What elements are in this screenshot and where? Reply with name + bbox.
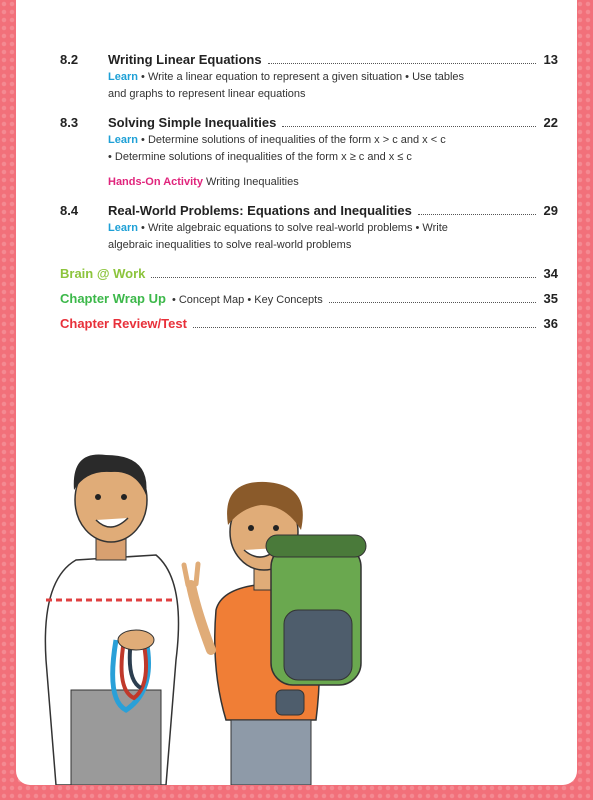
hands-on-label: Hands-On Activity bbox=[108, 176, 203, 188]
description-line: • Determine solutions of inequalities of the form x > c and x < c bbox=[141, 134, 446, 146]
section-title: Real-World Problems: Equations and Inequalities bbox=[108, 203, 412, 218]
activity-text: Writing Inequalities bbox=[206, 176, 299, 188]
chapter-item-title: Chapter Review/Test bbox=[60, 316, 187, 331]
section-number: 8.3 bbox=[60, 115, 79, 130]
students-illustration bbox=[16, 0, 577, 785]
description-line: • Write algebraic equations to solve real-world problems • Write bbox=[141, 222, 448, 234]
chapter-item-extra: • Concept Map • Key Concepts bbox=[171, 294, 323, 306]
description-line: • Write a linear equation to represent a given situation • Use tables bbox=[141, 71, 465, 83]
page-number: 34 bbox=[543, 266, 558, 281]
learn-label: Learn bbox=[108, 134, 138, 146]
chapter-item-title: Brain @ Work bbox=[60, 266, 146, 281]
page-number: 22 bbox=[543, 115, 558, 130]
book-page bbox=[16, 0, 577, 785]
section-title: Solving Simple Inequalities bbox=[108, 115, 277, 130]
description-line: and graphs to represent linear equations bbox=[108, 88, 306, 100]
chapter-item-title: Chapter Wrap Up bbox=[60, 291, 166, 306]
section-number: 8.2 bbox=[60, 52, 79, 67]
description-line: • Determine solutions of inequalities of the form x ≥ c and x ≤ c bbox=[108, 151, 412, 163]
section-title: Writing Linear Equations bbox=[108, 52, 262, 67]
boy-with-lanyards-icon bbox=[45, 454, 178, 785]
page-number: 35 bbox=[543, 291, 558, 306]
section-number: 8.4 bbox=[60, 203, 79, 218]
learn-label: Learn bbox=[108, 222, 138, 234]
learn-label: Learn bbox=[108, 71, 138, 83]
page-number: 13 bbox=[543, 52, 558, 67]
page-number: 29 bbox=[543, 203, 558, 218]
page-folio: iv bbox=[32, 770, 41, 781]
page-number: 36 bbox=[543, 316, 558, 331]
hiker-with-backpack-icon bbox=[184, 482, 366, 785]
description-line: algebraic inequalities to solve real-world problems bbox=[108, 239, 352, 251]
